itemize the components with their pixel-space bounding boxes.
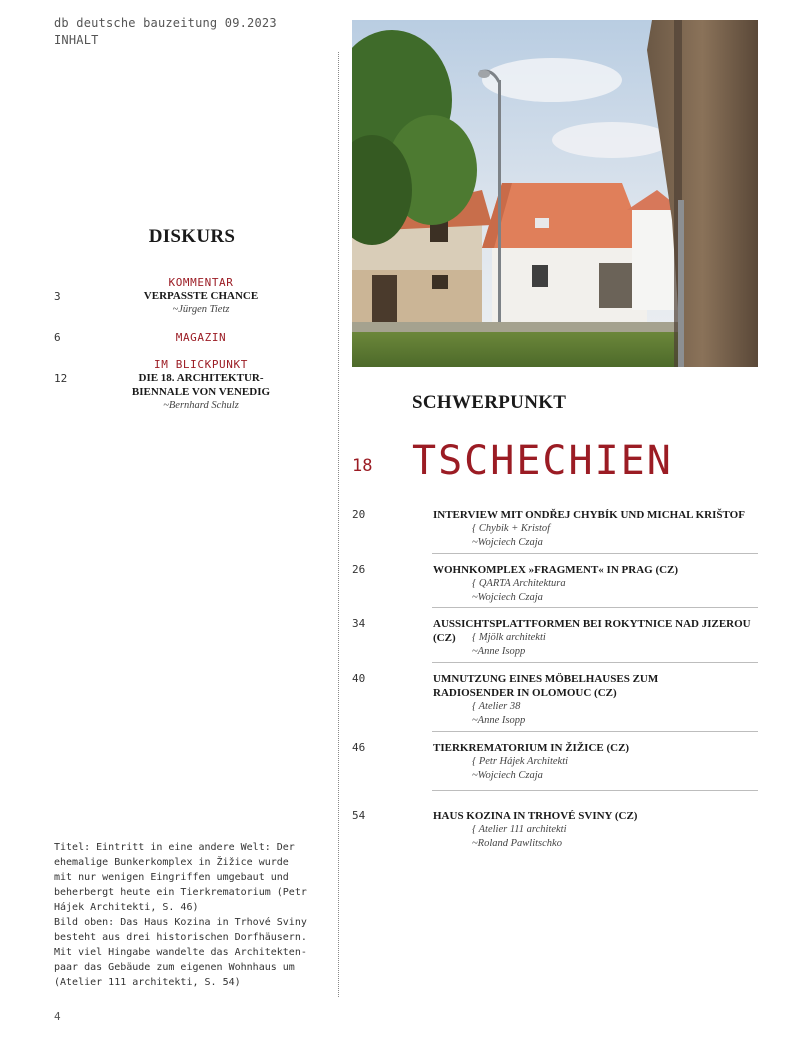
entry-architect: { Atelier 111 architekti [472,824,567,835]
photo-caption [54,840,314,990]
entry-title-line-1: UMNUTZUNG EINES MÖBELHAUSES ZUM [433,673,659,685]
entry-author: ~Wojciech Czaja [472,592,543,603]
article-title-line-2: BIENNALE VON VENEDIG [131,386,271,398]
entry-author: ~Roland Pawlitschko [472,838,562,849]
schwerpunkt-title: TSCHECHIEN [412,438,673,484]
entry-architect: { Petr Hájek Architekti [472,756,569,767]
entry-separator [432,662,758,663]
caption-line: beherbergt heute ein Tierkrematorium (Petr [54,887,307,898]
article-author: ~Jürgen Tietz [172,304,230,315]
entry-title-line-2: RADIOSENDER IN OLOMOUC (CZ) [433,687,617,699]
entry-author: ~Anne Isopp [472,715,526,726]
page-number: 6 [54,331,61,344]
entry-page: 40 [352,672,366,685]
article-title: VERPASSTE CHANCE [143,290,259,302]
entry-title: HAUS KOZINA IN TRHOVÉ SVINY (CZ) [433,810,638,822]
caption-line: paar das Gebäude zum eigenen Wohnhaus um [54,962,295,973]
entry-page: 34 [352,617,366,630]
section-label: INHALT [54,33,99,47]
page-number: 3 [54,290,61,303]
entry-title: WOHNKOMPLEX »FRAGMENT« IN PRAG (CZ) [433,564,679,576]
caption-line: Hájek Architekti, S. 46) [54,902,199,913]
entry-page: 20 [352,508,366,521]
caption-line: Bild oben: Das Haus Kozina in Trhové Sviny [54,917,307,928]
entry-architect: { Atelier 38 [472,701,521,712]
category-magazin: MAGAZIN [175,331,227,344]
entry-author: ~Wojciech Czaja [472,770,543,781]
entry-architect: { Chybik + Kristof [472,523,551,534]
cover-photo-haus-kozina [352,20,758,367]
category-im-blickpunkt: IM BLICKPUNKT [154,358,248,371]
caption-line: mit nur wenigen Eingriffen umgebaut und [54,872,289,883]
entry-separator [432,553,758,554]
entry-author: ~Wojciech Czaja [472,537,543,548]
caption-line: (Atelier 111 architekti, S. 54) [54,977,241,988]
diskurs-heading: DISKURS [148,226,236,247]
entry-title: INTERVIEW MIT ONDŘEJ CHYBÍK UND MICHAL KRIŠTOF [433,509,745,521]
entry-separator [432,790,758,791]
article-title-line-1: DIE 18. ARCHITEKTUR- [138,372,264,384]
caption-line: Mit viel Hingabe wandelte das Architekten- [54,947,307,958]
entry-separator [432,731,758,732]
entry-page: 26 [352,563,366,576]
entry-author: ~Anne Isopp [472,646,526,657]
entry-architect: { QARTA Architektura [472,578,566,589]
caption-line: Titel: Eintritt in eine andere Welt: Der [54,842,295,853]
magazine-title: db deutsche bauzeitung 09.2023 [54,16,277,30]
schwerpunkt-page-number: 18 [352,456,373,476]
entry-page: 46 [352,741,366,754]
entry-title: TIERKREMATORIUM IN ŽIŽICE (CZ) [433,742,630,754]
entry-architect: { Mjölk architekti [472,632,546,643]
entry-page: 54 [352,809,366,822]
caption-line: ehemalige Bunkerkomplex in Žižice wurde [54,857,289,868]
column-divider [338,52,339,997]
entry-separator [432,607,758,608]
entry-title: AUSSICHTSPLATTFORMEN BEI ROKYTNICE NAD JIZEROU (CZ) [433,618,751,644]
caption-line: besteht aus drei historischen Dorfhäusern. [54,932,307,943]
page-number: 12 [54,372,68,385]
category-kommentar: KOMMENTAR [168,276,234,289]
schwerpunkt-heading: SCHWERPUNKT [412,392,567,413]
article-author: ~Bernhard Schulz [163,400,239,411]
page-number-footer: 4 [54,1010,61,1023]
